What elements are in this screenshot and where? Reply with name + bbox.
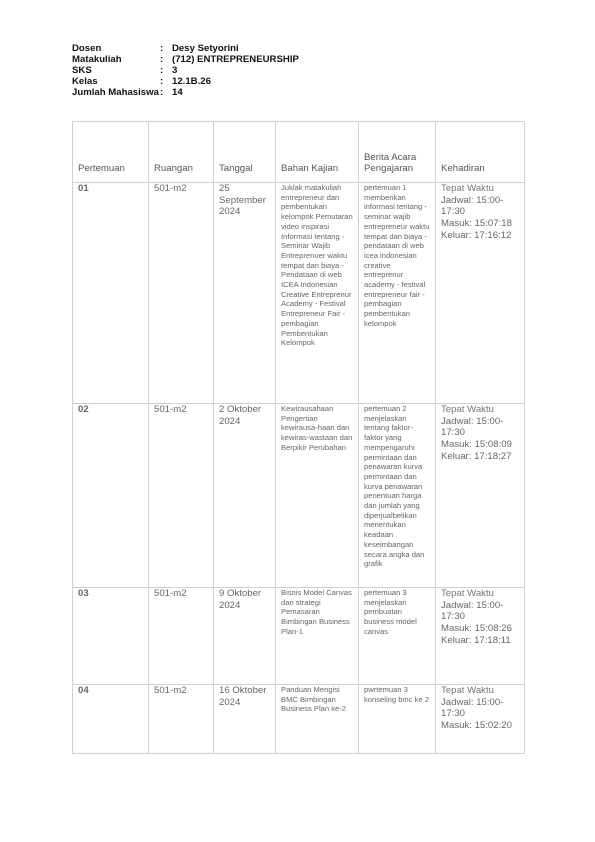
header-date: Tanggal xyxy=(214,122,276,183)
info-value: Desy Setyorini xyxy=(172,43,239,54)
cell-minutes: pwrtemuan 3 konseling bmc ke 2 xyxy=(359,685,436,754)
table-header-row xyxy=(73,122,525,183)
cell-meeting: 01 xyxy=(73,183,149,404)
cell-date: 9 Oktober 2024 xyxy=(214,588,276,685)
attendance-status: Tepat Waktu xyxy=(441,588,494,599)
cell-minutes: pertemuan 3 menjelaskan pembuatan business model canvas xyxy=(359,588,436,685)
info-label: SKS xyxy=(72,65,92,76)
cell-attendance xyxy=(436,588,525,685)
attendance-schedule: Jadwal: 15:00-17:30 xyxy=(441,415,504,439)
info-row-lecturer xyxy=(72,43,299,54)
cell-minutes: pertemuan 2 menjelaskan tentang faktor-faktor yang mempengaruhi permintaan dan penawaran kurva permintaan dan kurva penawaran penentuan harga dan jumlah yang diperjualbelikan menentukan keadaan keseimbangan secara angka dan grafik xyxy=(359,404,436,588)
attendance-in: Masuk: 15:07:18 xyxy=(441,218,512,230)
cell-room: 501-m2 xyxy=(149,404,214,588)
header-material: Bahan Kajian xyxy=(276,122,359,183)
cell-meeting: 03 xyxy=(73,588,149,685)
info-value: 12.1B.26 xyxy=(172,76,211,87)
cell-attendance xyxy=(436,404,525,588)
table-row xyxy=(73,685,525,754)
attendance-schedule: Jadwal: 15:00-17:30 xyxy=(441,194,504,218)
header-room: Ruangan xyxy=(149,122,214,183)
info-value: 14 xyxy=(172,87,183,98)
cell-room: 501-m2 xyxy=(149,183,214,404)
cell-attendance xyxy=(436,183,525,404)
info-row-course xyxy=(72,54,299,65)
info-colon: : xyxy=(160,43,164,54)
table-row xyxy=(73,183,525,404)
info-value: 3 xyxy=(172,65,178,76)
info-label: Kelas xyxy=(72,76,98,87)
cell-meeting: 04 xyxy=(73,685,149,754)
cell-attendance xyxy=(436,685,525,754)
meeting-table xyxy=(72,121,525,754)
cell-material: Kewirausahaan Pengertian kewirausa-haan dan kewiras-wastaan dan Berpikir Perubahan xyxy=(276,404,359,588)
cell-date: 2 Oktober 2024 xyxy=(214,404,276,588)
cell-minutes: pertemuan 1 memberikan informasi tentang - seminar wajib entrepreneur waktu tempat dan biaya - pendataan di web icea indonesian creative entreprenur academy - festival entrepreneur fair - pembagian pembentukan kelompok xyxy=(359,183,436,404)
cell-meeting: 02 xyxy=(73,404,149,588)
info-value: (712) ENTREPRENEURSHIP xyxy=(172,54,299,65)
attendance-status: Tepat Waktu xyxy=(441,685,494,696)
table-row xyxy=(73,588,525,685)
cell-material: Bisnis Model Canvas dan strategi Pemasaran Bimbingan Business Plan-1 xyxy=(276,588,359,685)
table-row xyxy=(73,404,525,588)
header-meeting: Pertemuan xyxy=(73,122,149,183)
attendance-schedule: Jadwal: 15:00-17:30 xyxy=(441,696,504,720)
info-label: Matakuliah xyxy=(72,54,122,65)
attendance-status: Tepat Waktu xyxy=(441,404,494,415)
cell-date: 16 Oktober 2024 xyxy=(214,685,276,754)
attendance-out: Keluar: 17:16:12 xyxy=(441,229,512,241)
info-label: Jumlah Mahasiswa xyxy=(72,87,159,98)
attendance-status: Tepat Waktu xyxy=(441,183,494,194)
cell-room: 501-m2 xyxy=(149,685,214,754)
attendance-out: Keluar: 17:18:27 xyxy=(441,450,512,462)
cell-material: Panduan Mengisi BMC Bimbingan Business Plan ke-2 xyxy=(276,685,359,754)
info-colon: : xyxy=(160,76,164,87)
info-row-credits xyxy=(72,65,299,76)
course-info xyxy=(72,43,299,98)
info-row-students xyxy=(72,87,299,98)
attendance-out: Keluar: 17:18:11 xyxy=(441,634,511,646)
attendance-in: Masuk: 15:08:09 xyxy=(441,439,512,451)
header-minutes: Berita Acara Pengajaran xyxy=(359,122,436,183)
attendance-schedule: Jadwal: 15:00-17:30 xyxy=(441,599,504,623)
info-colon: : xyxy=(160,87,164,98)
header-attendance: Kehadiran xyxy=(436,122,525,183)
info-label: Dosen xyxy=(72,43,102,54)
attendance-in: Masuk: 15:08:26 xyxy=(441,623,512,635)
info-colon: : xyxy=(160,65,164,76)
info-colon: : xyxy=(160,54,164,65)
info-row-class xyxy=(72,76,299,87)
cell-room: 501-m2 xyxy=(149,588,214,685)
cell-date: 25 September 2024 xyxy=(214,183,276,404)
attendance-in: Masuk: 15:02:20 xyxy=(441,720,512,732)
cell-material: Juklak matakuliah entrepreneur dan pembentukan kelompok Pemutaran video inspirasi Informasi tentang - Seminar Wajib Entreprenuer waktu tempat dan biaya - Pendataan di web ICEA Indonesian Creative Entreprenur Academy - Festival Entrepreneur Fair - pembagian Pembentukan Kelompok xyxy=(276,183,359,404)
